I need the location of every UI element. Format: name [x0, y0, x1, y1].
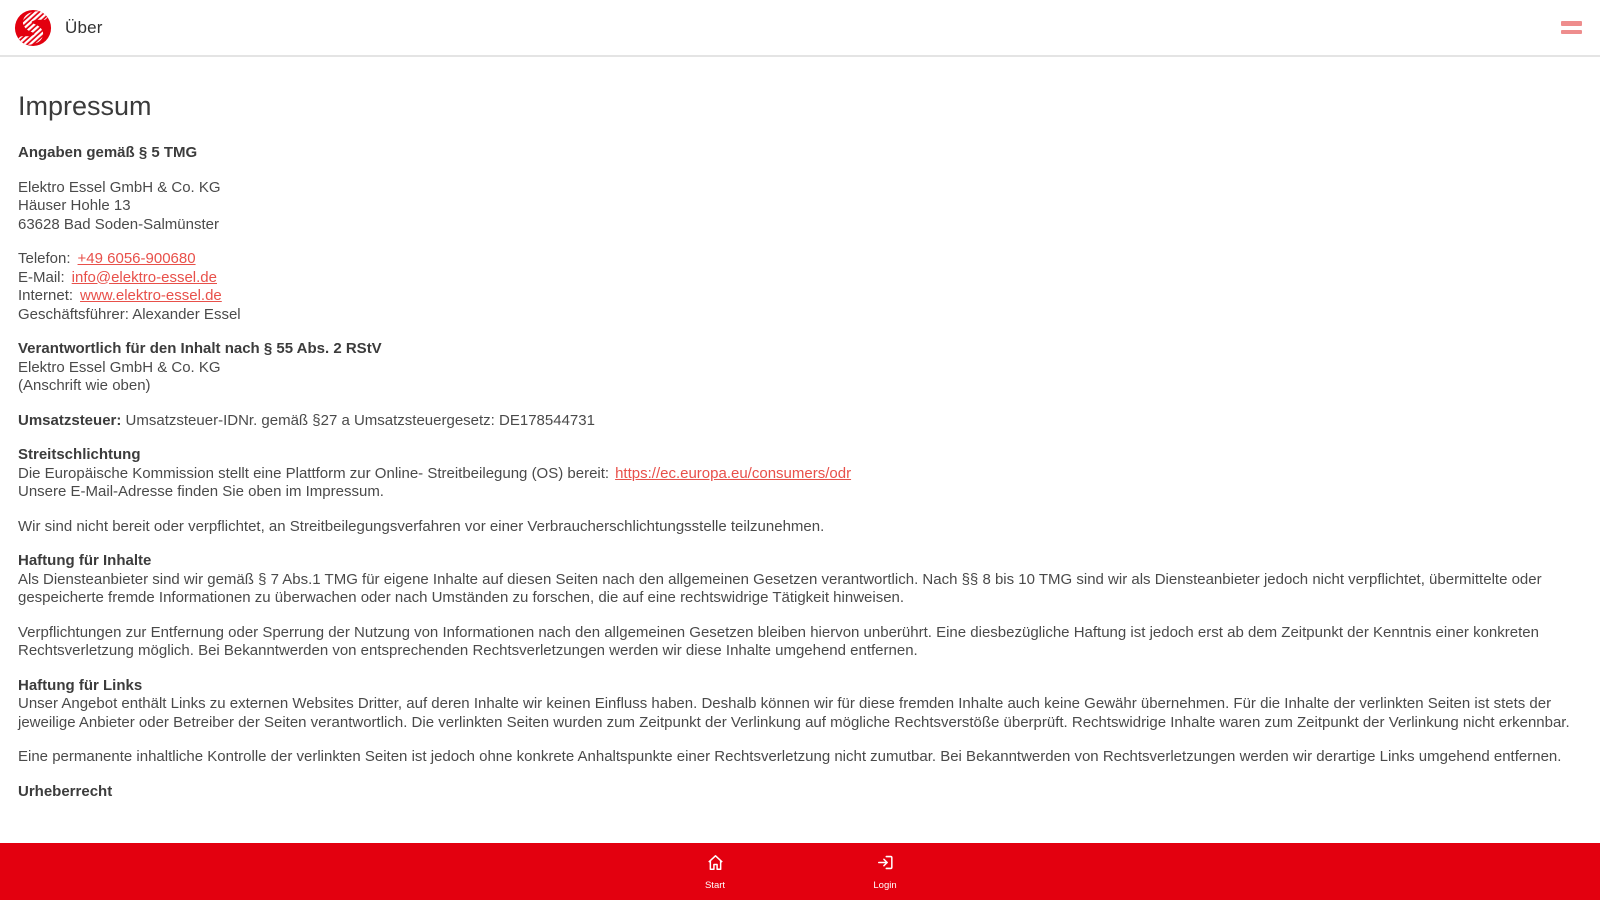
- umsatzsteuer-label: Umsatzsteuer:: [18, 411, 122, 429]
- streitschlichtung-text: Die Europäische Kommission stellt eine Plattform zur Online- Streitbeilegung (OS) bereit:: [18, 464, 610, 482]
- umsatzsteuer-text: Umsatzsteuer-IDNr. gemäß §27 a Umsatzsteuergesetz: DE178544731: [125, 411, 595, 429]
- telefon-label: Telefon:: [18, 250, 71, 267]
- haftung-inhalte-heading: Haftung für Inhalte: [18, 552, 152, 569]
- contact-block: [18, 250, 1580, 324]
- verantwortlich-note: (Anschrift wie oben): [18, 377, 151, 394]
- odr-link[interactable]: https://ec.europa.eu/consumers/odr: [615, 464, 852, 482]
- nav-label-login: Login: [873, 880, 897, 891]
- page-title: Impressum: [18, 91, 152, 121]
- login-icon: [876, 853, 895, 875]
- company-city: 63628 Bad Soden-Salmünster: [18, 215, 219, 233]
- verantwortlich-block: [18, 340, 1580, 396]
- haftung-inhalte-para1: Als Diensteanbieter sind wir gemäß § 7 Abs.1 TMG für eigene Inhalte auf diesen Seiten nach den allgemeinen Gesetzen verantwortlich. Nach §§ 8 bis 10 TMG sind wir als Diensteanbieter jedoch nicht verpflichtet, übermittelte oder gespeicherte fremde Informationen zu überwachen oder nach Umständen zu forschen, die auf eine rechtswidrige Tätigkeit hinweisen.: [18, 570, 1542, 606]
- section-angaben-heading: [18, 144, 1580, 163]
- haftung-links-para2: Eine permanente inhaltliche Kontrolle der verlinkten Seiten ist jedoch ohne konkrete Anhaltspunkte einer Rechtsverletzung nicht zumutbar. Bei Bekanntwerden von Rechtsverletzungen werden wir derartige Links umgehend entfernen.: [18, 748, 1562, 765]
- menu-icon: [1561, 21, 1582, 26]
- page-header-title: Über: [65, 17, 103, 37]
- company-name: Elektro Essel GmbH & Co. KG: [18, 178, 221, 196]
- email-label: E-Mail:: [18, 268, 65, 286]
- app-header: [0, 0, 1600, 57]
- geschaeftsfuehrer-line: Geschäftsführer: Alexander Essel: [18, 305, 241, 323]
- elektro-essel-logo: [14, 9, 52, 47]
- urheberrecht-heading: Urheberrecht: [18, 782, 113, 800]
- streitschlichtung-block: [18, 446, 1580, 502]
- home-icon: [706, 853, 725, 875]
- nav-item-start[interactable]: [686, 853, 744, 891]
- menu-button[interactable]: [1561, 17, 1582, 38]
- haftung-links-block: [18, 677, 1580, 733]
- telefon-link[interactable]: +49 6056-900680: [77, 250, 196, 267]
- haftung-links-para1: Unser Angebot enthält Links zu externen Websites Dritter, auf deren Inhalte wir keinen Einfluss haben. Deshalb können wir für diese fremden Inhalte auch keine Gewähr übernehmen. Für die Inhalte der verlinkten Seiten ist stets der jeweilige Anbieter oder Betreiber der Seiten verantwortlich. Die verlinkten Seiten wurden zum Zeitpunkt der Verlinkung auf mögliche Rechtsverstöße überprüft. Rechtswidrige Inhalte waren zum Zeitpunkt der Verlinkung nicht erkennbar.: [18, 695, 1570, 731]
- bottom-nav-bar: [0, 843, 1600, 900]
- haftung-inhalte-para2: Verpflichtungen zur Entfernung oder Sperrung der Nutzung von Informationen nach den allgemeinen Gesetzen bleiben hiervon unberührt. Eine diesbezügliche Haftung ist jedoch erst ab dem Zeitpunkt der Kenntnis einer konkreten Rechtsverletzung möglich. Bei Bekanntwerden von entsprechenden Rechtsverletzungen werden wir diese Inhalte umgehend entfernen.: [18, 623, 1539, 659]
- verantwortlich-heading: Verantwortlich für den Inhalt nach § 55 Abs. 2 RStV: [18, 340, 382, 357]
- streitschlichtung-heading: Streitschlichtung: [18, 446, 141, 463]
- internet-label: Internet:: [18, 287, 74, 304]
- streitschlichtung-line2: Unsere E-Mail-Adresse finden Sie oben im Impressum.: [18, 483, 384, 500]
- urheberrecht-block: [18, 783, 1580, 802]
- haftung-links-heading: Haftung für Links: [18, 676, 143, 694]
- streitschlichtung-para2: Wir sind nicht bereit oder verpflichtet, an Streitbeilegungsverfahren vor einer Verbraucherschlichtungsstelle teilzunehmen.: [18, 517, 825, 535]
- nav-label-start: Start: [704, 880, 726, 891]
- verantwortlich-company: Elektro Essel GmbH & Co. KG: [18, 358, 221, 376]
- angaben-heading: Angaben gemäß § 5 TMG: [18, 144, 198, 161]
- nav-item-login[interactable]: [856, 853, 914, 891]
- haftung-inhalte-block: [18, 552, 1580, 608]
- website-link[interactable]: www.elektro-essel.de: [80, 287, 222, 304]
- umsatzsteuer-block: [18, 412, 1580, 431]
- company-street: Häuser Hohle 13: [18, 197, 131, 214]
- impressum-content: [0, 57, 1600, 801]
- company-address: [18, 179, 1580, 235]
- email-link[interactable]: info@elektro-essel.de: [71, 268, 217, 286]
